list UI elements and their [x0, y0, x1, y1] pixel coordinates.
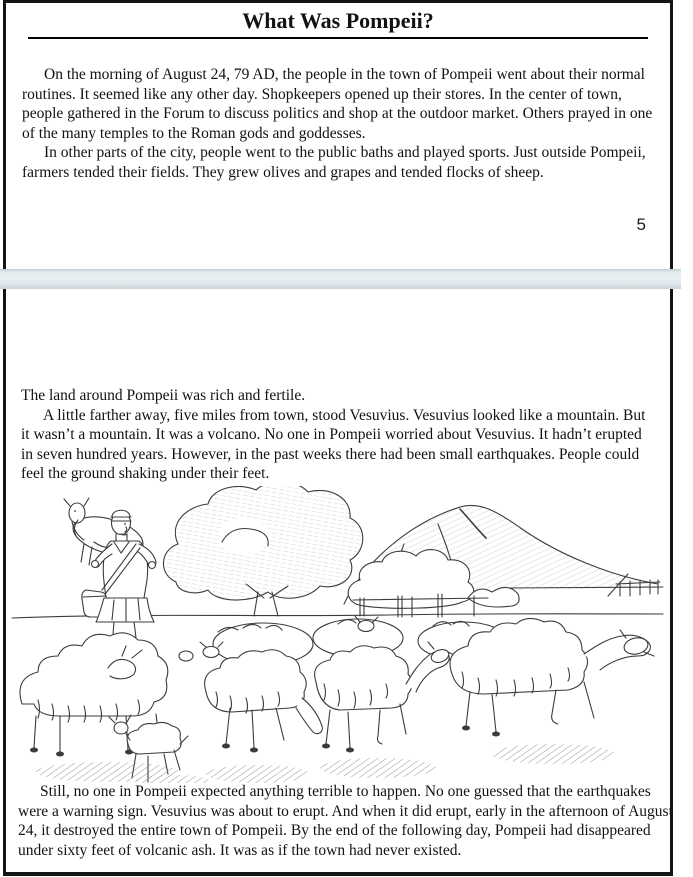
document-page-1: [3, 0, 673, 269]
sheep-center: [205, 650, 323, 753]
paragraph-routines: On the morning of August 24, 79 AD, the people in the town of Pompeii went about their normal routines. It seemed like any other day. Shopkeepers opened up their stores. In the center of town, people gathered in the Forum to discuss politics and shop at the outdoor market. Others prayed in one of the many temples to the Roman gods and goddesses.: [22, 66, 653, 142]
sheep-long-neck: [315, 642, 456, 753]
paragraph-eruption: Still, no one in Pompeii expected anything terrible to happen. No one guessed that the earthquakes were a warning sign. Vesuvius was about to erupt. And when it did erupt, early in the afternoon of August 24, it destroyed the entire town of Pompeii. By the end of the following day, Pompeii had disappeared under sixty feet of volcanic ash. It was as if the town had never existed.: [18, 783, 673, 859]
paragraph-continuation: The land around Pompeii was rich and fertile.: [21, 387, 306, 404]
sheep-right: [450, 618, 654, 736]
paragraph-vesuvius: A little farther away, five miles from town, stood Vesuvius. Vesuvius looked like a mountain. But it wasn’t a mountain. It was a volcano. No one in Pompeii worried about Vesuvius. It hadn’t erupted in seven hundred years. However, in the past weeks there had been small earthquakes. People could feel the ground shaking under their feet.: [21, 406, 646, 483]
page-title: What Was Pompeii?: [242, 8, 434, 33]
ground-shadows: [36, 744, 615, 783]
trees: [163, 486, 362, 616]
page-number: 5: [636, 215, 646, 234]
page-2-body-top: [21, 289, 655, 484]
page-break-separator: [0, 269, 681, 289]
page-2-body-bottom: [18, 782, 673, 860]
illustration-shepherd-sheep-vesuvius: [8, 486, 670, 783]
paragraph-city-life: In other parts of the city, people went to the public baths and played sports. Just outside Pompeii, farmers tended their fields. They grew olives and grapes and tended flocks of sheep.: [22, 144, 646, 181]
page-1-body: [22, 39, 654, 183]
